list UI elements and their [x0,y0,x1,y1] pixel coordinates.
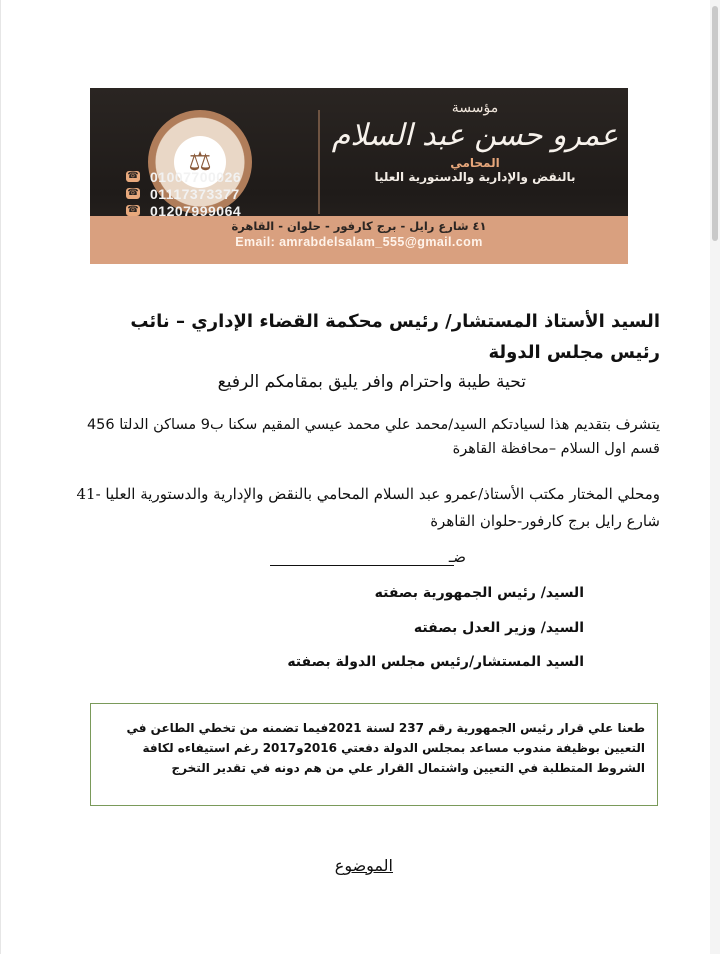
letterhead-address: ٤١ شارع رايل - برج كارفور - حلوان - القاهرة [231,219,487,233]
addressee-heading: السيد الأستاذ المستشار/ رئيس محكمة القضاء الإداري – نائب رئيس مجلس الدولة [130,311,660,363]
applicant-paragraph: يتشرف بتقديم هذا لسيادتكم السيد/محمد علي محمد عيسي المقيم سكنا ب9 مساكن الدلتا 456 قسم اول السلام –محافظة القاهرة [86,417,660,457]
phone-list [126,168,241,219]
scrollbar-thumb[interactable] [712,6,718,241]
defendant-item: السيد/ وزير العدل بصفته [413,620,584,636]
phone-row [126,185,241,202]
appeal-subject-box [90,703,658,806]
phone-number: 01117373377 [150,185,240,202]
phone-number: 01007700026 [150,168,242,185]
phone-icon: ☎ [127,205,139,215]
lawyer-name: عمرو حسن عبد السلام [331,118,619,153]
address-for-service-paragraph: ومحلي المختار مكتب الأستاذ/عمرو عبد السلام المحامي بالنقض والإدارية والدستورية العليا -41 شارع رايل برج كارفور-حلوان القاهرة [76,485,660,530]
defendant-item: السيد/ رئيس الجمهورية بصفته [374,585,584,601]
lawyer-title: المحامي [450,156,500,170]
phone-icon: ☎ [127,171,139,181]
phone-icon: ☎ [127,188,139,198]
phone-row [126,168,241,185]
subject-heading: الموضوع [334,856,393,875]
against-divider [270,548,466,570]
vertical-scrollbar[interactable] [710,0,720,954]
letterhead-name-block [326,100,624,184]
lawyer-specialty: بالنقض والإدارية والدستورية العليا [374,170,576,184]
against-label: ضـ [448,548,466,566]
letterhead-top-label: مؤسسة [451,100,499,116]
letterhead [90,88,628,264]
letterhead-divider [318,110,320,214]
appeal-subject-text: طعنا علي قرار رئيس الجمهورية رقم 237 لسنة 2021فيما تضمنه من تخطي الطاعن في التعيين بوظيفة مندوب مساعد بمجلس الدولة دفعتي 2016و2017 رغم استيفاءه لكافة الشروط المتطلبة في التعيين واشتمال القرار علي من هم دونه في تقدير التخرج [126,721,645,775]
letterhead-email: Email: amrabdelsalam_555@gmail.com [235,235,483,249]
against-underline [270,565,454,566]
phone-number: 01207999064 [150,202,242,219]
greeting-line: تحية طيبة واحترام وافر يليق بمقامكم الرفيع [217,372,526,392]
phone-row [126,202,241,219]
defendant-item: السيد المستشار/رئيس مجلس الدولة بصفته [287,654,584,670]
scales-of-justice-icon: ⚖ [174,136,226,188]
